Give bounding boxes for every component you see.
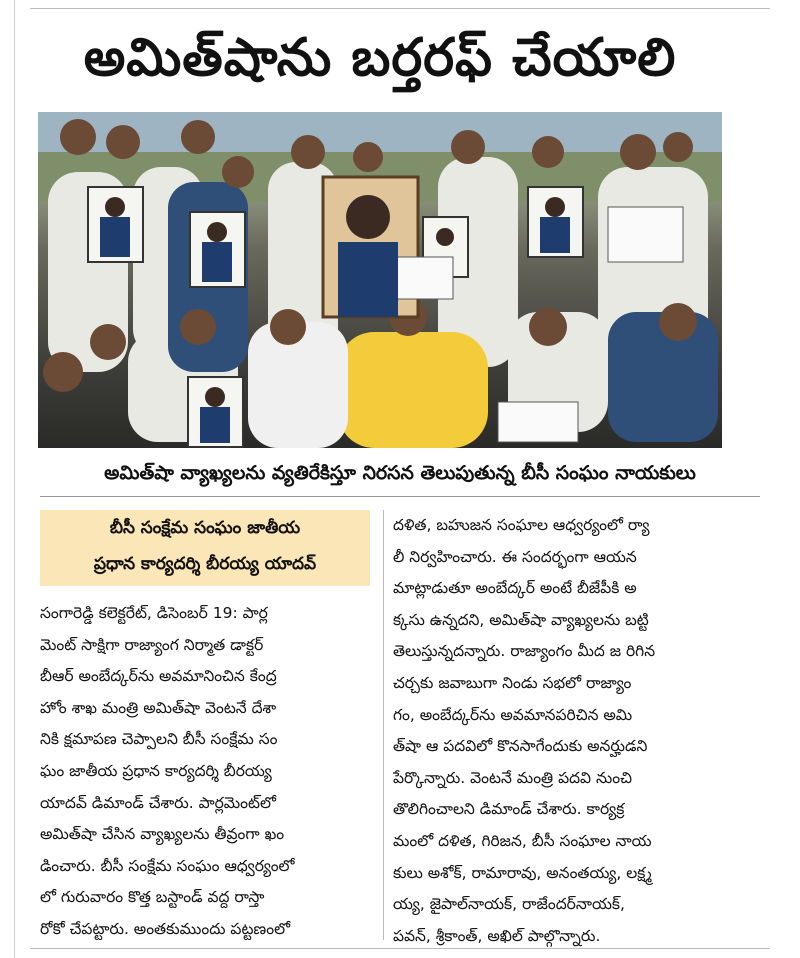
article-line: సంగారెడ్డి కలెక్టరేట్, డిసెంబర్ 19: పార్ల [40,604,268,622]
article-line: చర్చకు జవాబుగా నిండు సభలో రాజ్యాం [393,673,632,692]
article-line: మెంట్ సాక్షిగా రాజ్యాంగ నిర్మాత డాక్టర్ [40,635,264,654]
bottom-rule [30,948,770,949]
subheading-line: బీసీ సంక్షేమ సంఘం జాతీయ [109,518,301,538]
article-line: తొలిగించాలని డిమాండ్ చేశారు. కార్యక్ర [393,800,625,819]
subheading-box [40,510,370,586]
article-line: త్‌షా ఆ పదవిలో కొనసాగేందుకు అనర్హుడని [393,737,648,756]
article-line: అమిత్‌షా చేసిన వ్యాఖ్యలను తీవ్రంగా ఖం [40,825,285,844]
article-line: డించారు. బీసీ సంక్షేమ సంఘం ఆధ్వర్యంలో [40,856,295,875]
protest-photo [38,112,722,448]
caption-rule [40,496,760,497]
article-line: మాట్లాడుతూ అంబేద్కర్ అంటే బీజేపీకి అ [393,579,637,598]
article-line: మంలో దళిత, గిరిజన, బీసీ సంఘాల నాయ [393,831,652,850]
column-divider [383,510,384,940]
article-column-left [40,598,376,946]
article-line: హోం శాఖ మంత్రి అమిత్‌షా వెంటనే దేశా [40,698,277,717]
article-line: బీఆర్ అంబేద్కర్‌ను అవమానించిన కేంద్ర [40,667,277,686]
article-line: రోకో చేపట్టారు. అంతకుముందు పట్టణంలో [40,919,291,938]
article-line: కులు అశోక్, రామారావు, అనంతయ్య, లక్ష్మ [393,863,652,882]
article-line: పేర్కొన్నారు. వెంటనే మంత్రి పదవి నుంచి [393,768,632,787]
article-line: యాదవ్ డిమాండ్ చేశారు. పార్లమెంట్‌లో [40,793,276,812]
article-line: తెలుస్తున్నదన్నారు. రాజ్యాంగం మీద జ రిగిన [393,642,656,661]
photo-caption: అమిత్‌షా వ్యాఖ్యలను వ్యతిరేకిస్తూ నిరసన తెలుపుతున్న బీసీ సంఘం నాయకులు [104,462,696,484]
article-line: నికి క్షమాపణ చెప్పాలని బీసీ సంక్షేమ సం [40,730,278,749]
headline: అమిత్‌షాను బర్తరఫ్ చేయాలి [83,28,677,88]
protest-photo-illustration [38,112,722,448]
article-line: దళిత, బహుజన సంఘాల ఆధ్వర్యంలో ర్యా [393,516,650,534]
top-rule [30,8,770,9]
article-line: లో గురువారం కొత్త బస్టాండ్ వద్ద రాస్తా [40,888,265,907]
article-line: క్కసు ఉన్నదని, అమిత్‌షా వ్యాఖ్యలను బట్టి [393,610,649,629]
article-line: పవన్, శ్రీకాంత్, అఖిల్ పాల్గొన్నారు. [393,926,601,945]
article-line: ఘం జాతీయ ప్రధాన కార్యదర్శి బీరయ్య [40,761,272,780]
subheading-line: ప్రధాన కార్యదర్శి బీరయ్య యాదవ్ [93,554,317,574]
page-margin-rule [14,0,15,958]
article-column-right [393,510,731,952]
article-line: య్య, జైపాల్‌నాయక్, రాజేందర్‌నాయక్, [393,895,625,914]
article-line: లీ నిర్వహించారు. ఈ సందర్భంగా ఆయన [393,547,637,566]
article-line: గం, అంబేద్కర్‌ను అవమానపరిచిన అమి [393,705,633,724]
